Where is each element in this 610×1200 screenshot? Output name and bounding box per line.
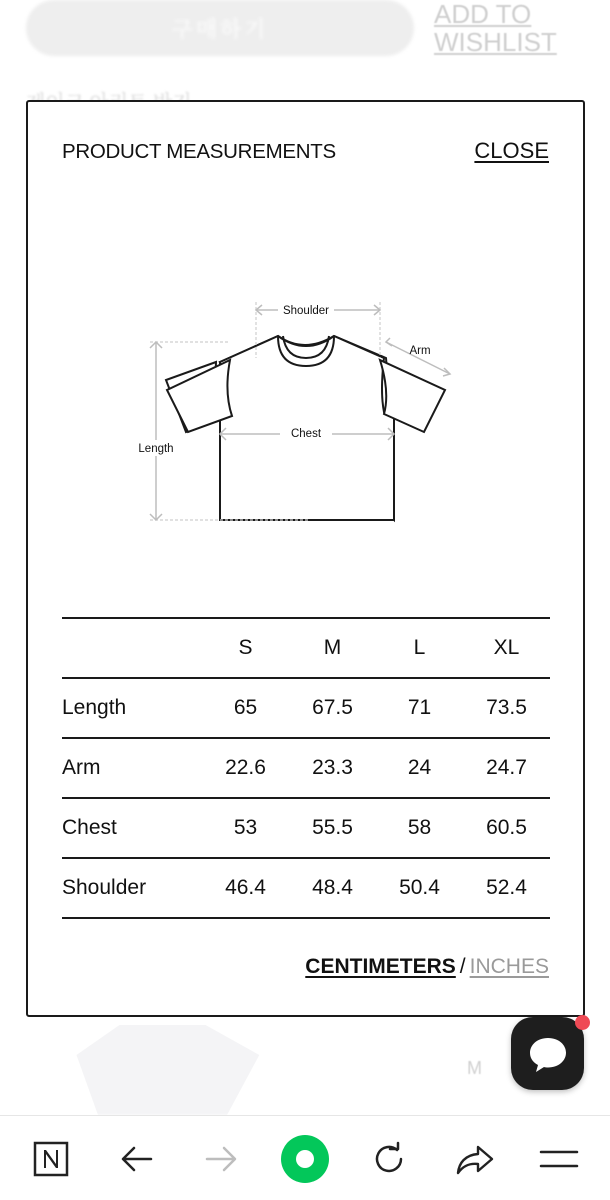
table-header-cell: XL <box>463 618 550 678</box>
add-to-wishlist-link[interactable]: ADD TO WISHLIST <box>434 0 557 57</box>
table-cell: 67.5 <box>289 678 376 738</box>
forward-button[interactable] <box>196 1134 246 1184</box>
table-cell: 53 <box>202 798 289 858</box>
buy-button[interactable]: 구매하기 <box>26 0 414 56</box>
table-cell: 46.4 <box>202 858 289 918</box>
back-arrow-icon <box>119 1141 155 1177</box>
diagram-label-chest: Chest <box>290 428 322 440</box>
diagram-label-length: Length <box>138 443 174 455</box>
table-row <box>62 738 550 798</box>
share-icon <box>455 1141 495 1177</box>
table-cell: 48.4 <box>289 858 376 918</box>
menu-button[interactable] <box>534 1134 584 1184</box>
table-header-row <box>62 618 550 678</box>
table-row <box>62 798 550 858</box>
table-header-cell: M <box>289 618 376 678</box>
measurements-modal <box>26 100 585 1017</box>
menu-icon <box>539 1144 579 1174</box>
bottom-navigation <box>0 1115 610 1200</box>
chat-bubble-icon <box>526 1032 570 1076</box>
home-green-icon <box>280 1134 330 1184</box>
table-row <box>62 678 550 738</box>
naver-logo-icon <box>32 1140 70 1178</box>
product-thumbnail[interactable] <box>55 1015 270 1115</box>
table-cell: 60.5 <box>463 798 550 858</box>
table-header-cell: L <box>376 618 463 678</box>
table-row <box>62 858 550 918</box>
table-cell: 50.4 <box>376 858 463 918</box>
table-header-cell: S <box>202 618 289 678</box>
size-table <box>62 617 550 919</box>
table-cell: 71 <box>376 678 463 738</box>
thumbnail-letter: M <box>467 1058 482 1078</box>
table-cell: 24 <box>376 738 463 798</box>
centimeters-toggle[interactable]: CENTIMETERS <box>305 955 456 978</box>
table-header-cell <box>62 618 202 678</box>
back-button[interactable] <box>112 1134 162 1184</box>
table-cell: 58 <box>376 798 463 858</box>
diagram-label-shoulder: Shoulder <box>282 305 330 317</box>
row-label: Shoulder <box>62 858 202 918</box>
home-button[interactable] <box>280 1134 330 1184</box>
table-cell: 55.5 <box>289 798 376 858</box>
table-cell: 24.7 <box>463 738 550 798</box>
forward-arrow-icon <box>203 1141 239 1177</box>
unit-toggle <box>305 955 549 979</box>
modal-title: PRODUCT MEASUREMENTS <box>62 140 336 163</box>
table-cell: 65 <box>202 678 289 738</box>
table-cell: 22.6 <box>202 738 289 798</box>
tshirt-diagram <box>128 262 468 542</box>
table-cell: 23.3 <box>289 738 376 798</box>
chat-button[interactable] <box>511 1017 584 1090</box>
share-button[interactable] <box>450 1134 500 1184</box>
row-label: Chest <box>62 798 202 858</box>
naver-logo-button[interactable] <box>26 1134 76 1184</box>
row-label: Arm <box>62 738 202 798</box>
unit-separator: / <box>459 955 466 978</box>
refresh-button[interactable] <box>364 1134 414 1184</box>
table-cell: 73.5 <box>463 678 550 738</box>
row-label: Length <box>62 678 202 738</box>
refresh-icon <box>370 1140 408 1178</box>
table-cell: 52.4 <box>463 858 550 918</box>
diagram-label-arm: Arm <box>409 345 431 357</box>
inches-toggle[interactable]: INCHES <box>469 955 549 978</box>
close-button[interactable]: CLOSE <box>474 138 549 163</box>
notification-badge <box>575 1015 590 1030</box>
